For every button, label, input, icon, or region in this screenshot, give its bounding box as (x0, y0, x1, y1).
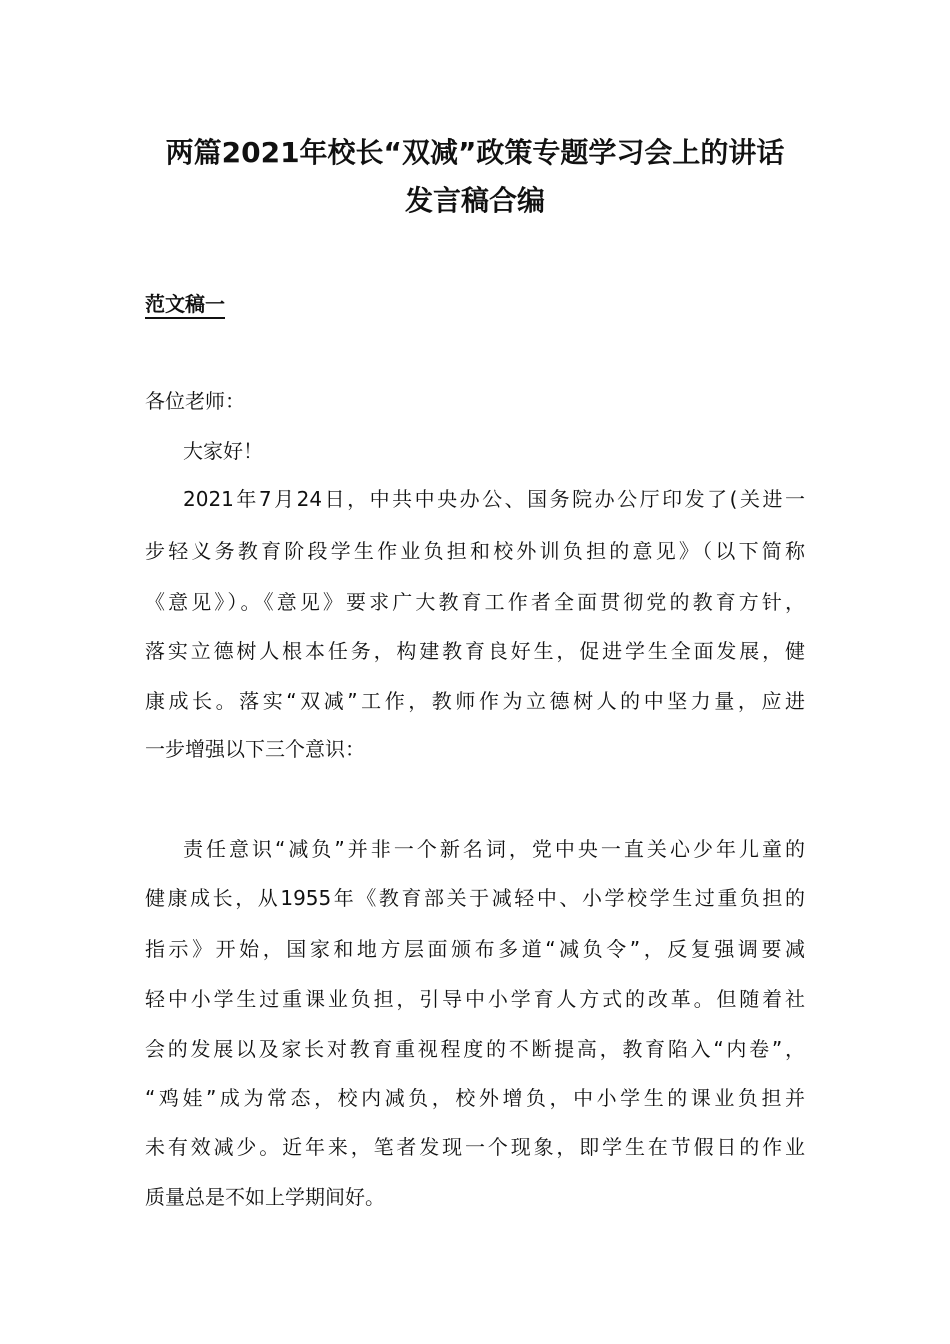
section-heading: 范文稿一 (145, 292, 225, 316)
document-title-line-1: 两篇2021年校长“双减”政策专题学习会上的讲话 (165, 136, 785, 169)
paragraph-line: 责任意识“减负”并非一个新名词，党中央一直关心少年儿童的 (183, 837, 805, 861)
paragraph-line: 一步增强以下三个意识： (145, 737, 365, 761)
paragraph-line: 2021年7月24日，中共中央办公、国务院办公厅印发了(关进一 (183, 487, 805, 511)
paragraph-line: 《意见》）。《意见》要求广大教育工作者全面贯彻党的教育方针， (145, 590, 805, 614)
paragraph-line: 康成长。落实“双减”工作，教师作为立德树人的中坚力量，应进 (145, 689, 805, 713)
paragraph-line: 指示》开始，国家和地方层面颁布多道“减负令”，反复强调要减 (145, 937, 805, 961)
paragraph-line: 步轻义务教育阶段学生作业负担和校外训负担的意见》（以下简称 (145, 539, 805, 563)
greeting: 大家好！ (183, 439, 263, 463)
document-title-line-2: 发言稿合编 (404, 184, 545, 217)
paragraph-line: 轻中小学生过重课业负担，引导中小学育人方式的改革。但随着社 (145, 987, 805, 1011)
salutation: 各位老师： (145, 389, 245, 413)
paragraph-line: 健康成长，从1955年《教育部关于减轻中、小学校学生过重负担的 (145, 886, 805, 910)
paragraph-line: “鸡娃”成为常态，校内减负，校外增负，中小学生的课业负担并 (145, 1086, 805, 1110)
paragraph-line: 会的发展以及家长对教育重视程度的不断提高，教育陷入“内卷”， (145, 1037, 805, 1061)
paragraph-line: 质量总是不如上学期间好。 (145, 1185, 385, 1209)
paragraph-line: 落实立德树人根本任务，构建教育良好生，促进学生全面发展，健 (145, 639, 805, 663)
paragraph-line: 未有效减少。近年来，笔者发现一个现象，即学生在节假日的作业 (145, 1135, 805, 1159)
